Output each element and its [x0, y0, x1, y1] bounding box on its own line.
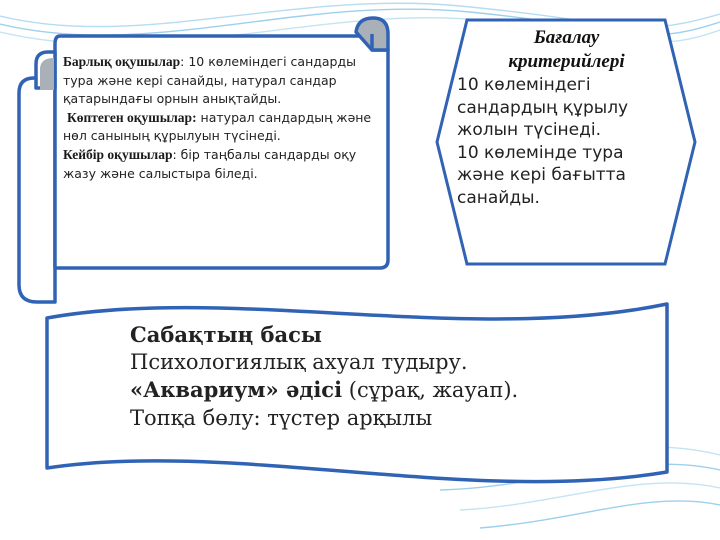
all-students-text: : 10 көлеміндегі сандарды тура және кері санайды, натурал сандар қатарындағы орнын анықтайды. [63, 54, 356, 107]
lesson-line-2 [130, 376, 610, 405]
lesson-line-3: Топқа бөлу: түстер арқылы [130, 405, 433, 430]
all-students-label: Барлық оқушылар [63, 54, 181, 69]
criteria-title [457, 26, 662, 74]
criteria-item-2: 10 көлемінде тура және кері бағытта санайды. [457, 142, 626, 208]
lesson-title: Сабақтың басы [130, 322, 322, 347]
criteria-box [457, 26, 662, 210]
some-students-label: Кейбір оқушылар [63, 146, 173, 162]
lesson-box [130, 321, 610, 432]
many-students-text: натурал сандардың және нөл санының құрылуын түсінеді. [63, 109, 372, 144]
method-desc: (сұрақ, жауап). [342, 378, 519, 402]
method-name: «Аквариум» әдісі [130, 377, 343, 402]
criteria-title-line1: Бағалау [533, 27, 600, 48]
criteria-title-line2: критерийлері [508, 51, 625, 72]
criteria-item-1: 10 көлеміндегі сандардың құрылу жолын түсінеді. [457, 75, 629, 141]
lesson-line-1: Психологиялық ахуал тудыру. [130, 349, 468, 374]
many-students-label: Көптеген оқушылар: [66, 109, 197, 125]
some-students-text: : бір таңбалы сандарды оқу жазу және салыстыра біледі. [63, 146, 357, 181]
scroll-notes [63, 53, 381, 183]
